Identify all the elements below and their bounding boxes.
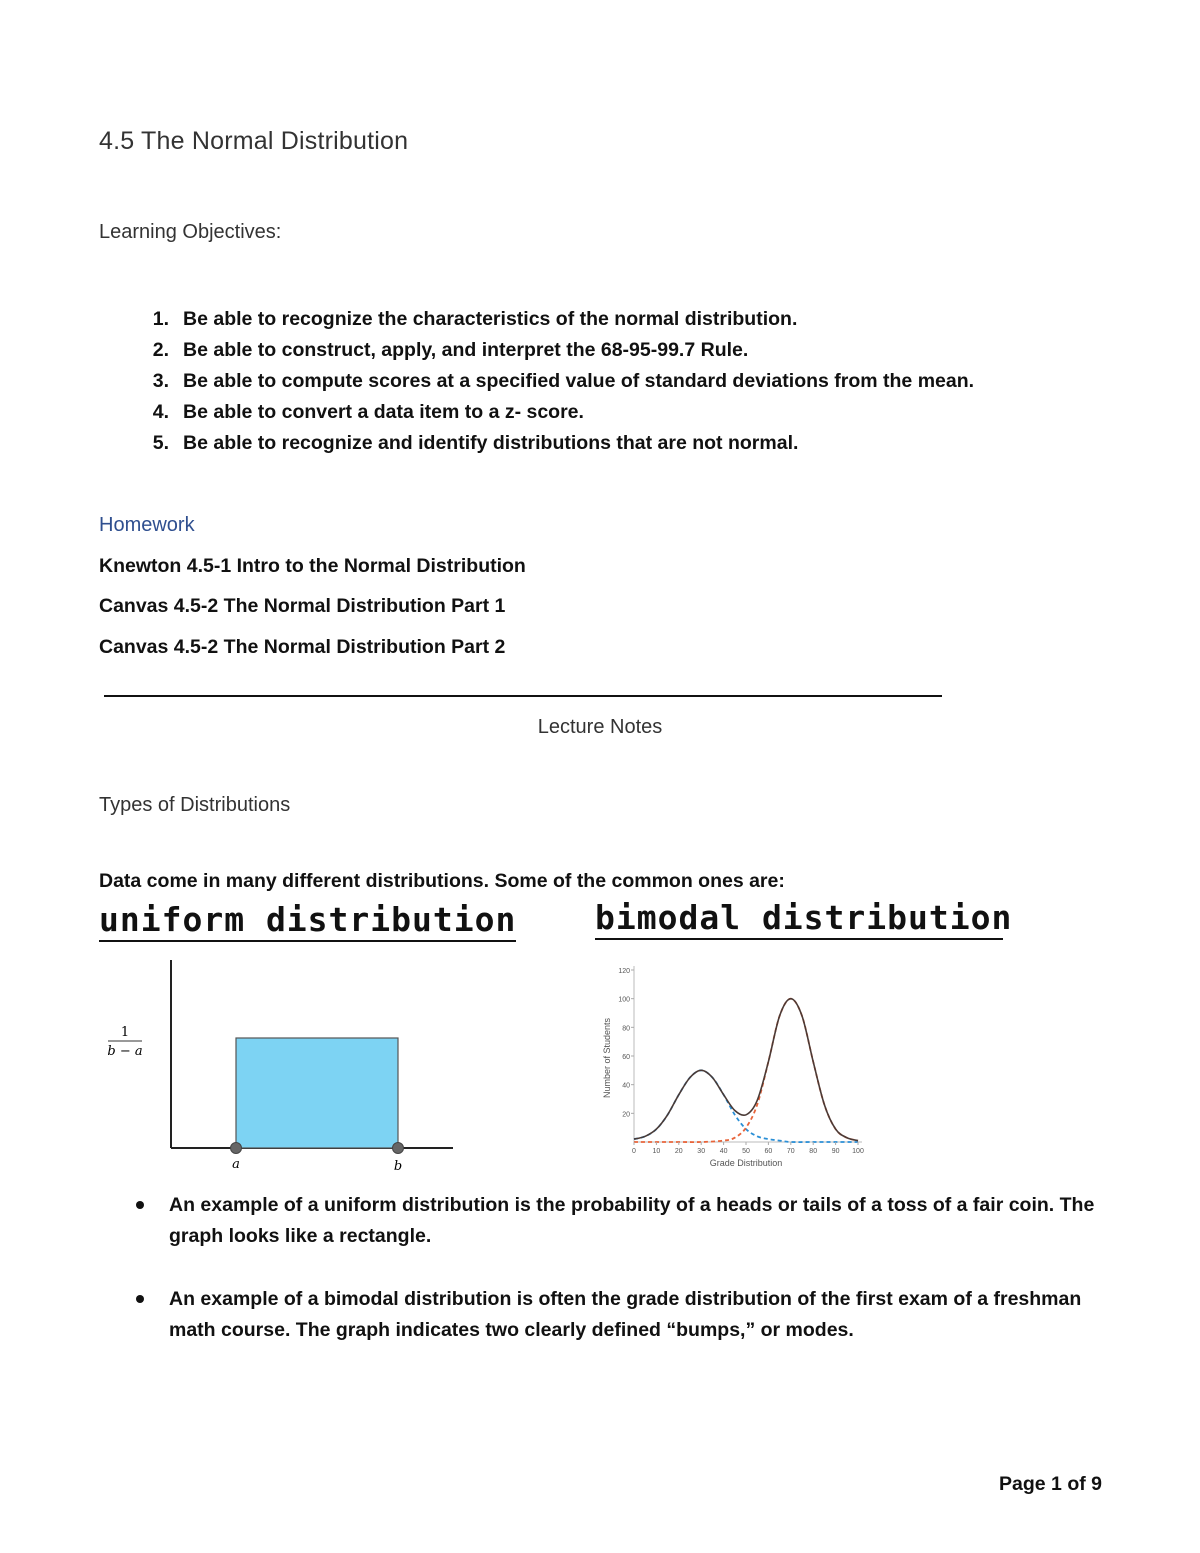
homework-item: Knewton 4.5-1 Intro to the Normal Distribution — [99, 555, 526, 577]
series-line-combined — [634, 999, 858, 1141]
objective-number: 1. — [152, 308, 169, 330]
section-heading: Types of Distributions — [99, 794, 291, 816]
x-tick-label: 50 — [742, 1148, 750, 1155]
uniform-distribution-chart — [100, 955, 470, 1180]
y-tick-label: 40 — [622, 1082, 630, 1090]
x-tick-label: 100 — [852, 1148, 864, 1155]
x-tick-label: 20 — [674, 1148, 683, 1155]
y-tick-label: 120 — [618, 968, 630, 975]
section-divider — [104, 695, 942, 697]
objective-text: Be able to recognize and identify distributions that are not normal. — [183, 432, 799, 454]
y-tick-label: 20 — [622, 1111, 630, 1119]
objective-text: Be able to recognize the characteristics of the normal distribution. — [183, 308, 798, 330]
y-tick-label: 80 — [622, 1025, 630, 1033]
y-tick-label: 100 — [618, 996, 630, 1004]
x-tick-label: 0 — [632, 1148, 636, 1155]
page-title: 4.5 The Normal Distribution — [99, 127, 409, 155]
notes-list — [99, 1190, 1099, 1346]
intro-text: Data come in many different distributions. Some of the common ones are: — [99, 870, 785, 892]
bullet-icon — [99, 1284, 169, 1346]
objective-item — [99, 367, 974, 398]
objectives-heading: Learning Objectives: — [99, 221, 282, 243]
chart-ticks — [618, 968, 864, 1155]
objective-item — [99, 305, 974, 336]
page-number: Page 1 of 9 — [999, 1473, 1102, 1495]
bimodal-distribution-chart — [596, 958, 886, 1173]
homework-heading: Homework — [99, 514, 195, 536]
uniform-rectangle — [236, 1038, 398, 1148]
x-tick-label: 10 — [652, 1148, 661, 1155]
lecture-notes-heading: Lecture Notes — [537, 716, 663, 738]
y-label-denominator: b − a — [107, 1044, 143, 1059]
x-tick-label: 30 — [697, 1148, 706, 1155]
objective-text: Be able to convert a data item to a z- score. — [183, 401, 584, 423]
y-axis-label: Number of Students — [602, 1017, 612, 1099]
y-label-numerator: 1 — [120, 1025, 130, 1040]
objective-item — [99, 429, 974, 460]
x-tick-label: 80 — [809, 1148, 818, 1155]
list-item — [99, 1190, 1099, 1252]
x-tick-label: 70 — [786, 1148, 795, 1155]
objective-number: 4. — [152, 401, 169, 423]
objective-item — [99, 336, 974, 367]
series-line-high-mode — [634, 999, 858, 1142]
homework-item: Canvas 4.5-2 The Normal Distribution Part 2 — [99, 636, 506, 658]
chart-series — [634, 999, 858, 1142]
objective-text: Be able to construct, apply, and interpret the 68-95-99.7 Rule. — [183, 339, 749, 361]
objective-number: 2. — [152, 339, 169, 361]
y-tick-label: 60 — [622, 1054, 630, 1061]
x-label-a: a — [232, 1157, 240, 1172]
uniform-handwritten-label: uniform distribution — [99, 900, 516, 942]
x-axis-label: Grade Distribution — [709, 1158, 783, 1168]
objectives-list — [99, 305, 974, 460]
x-label-b: b — [393, 1159, 403, 1174]
list-item — [99, 1284, 1099, 1346]
objective-number: 5. — [152, 432, 169, 454]
objective-text: Be able to compute scores at a specified value of standard deviations from the mean. — [183, 370, 975, 392]
note-text: An example of a uniform distribution is the probability of a heads or tails of a toss of a fair coin. The graph looks like a rectangle. — [169, 1194, 1095, 1247]
homework-item: Canvas 4.5-2 The Normal Distribution Part 1 — [99, 595, 506, 617]
objective-number: 3. — [152, 370, 169, 392]
bimodal-handwritten-label: bimodal distribution — [595, 898, 1003, 940]
x-tick-label: 90 — [831, 1148, 840, 1155]
objective-item — [99, 398, 974, 429]
x-tick-label: 40 — [719, 1148, 728, 1155]
x-tick-label: 60 — [764, 1148, 773, 1155]
note-text: An example of a bimodal distribution is often the grade distribution of the first exam of a freshman math course. The graph indicates two clearly defined “bumps,” or modes. — [169, 1288, 1082, 1341]
point-b-marker — [393, 1143, 404, 1154]
point-a-marker — [231, 1143, 242, 1154]
bullet-icon — [99, 1190, 169, 1252]
